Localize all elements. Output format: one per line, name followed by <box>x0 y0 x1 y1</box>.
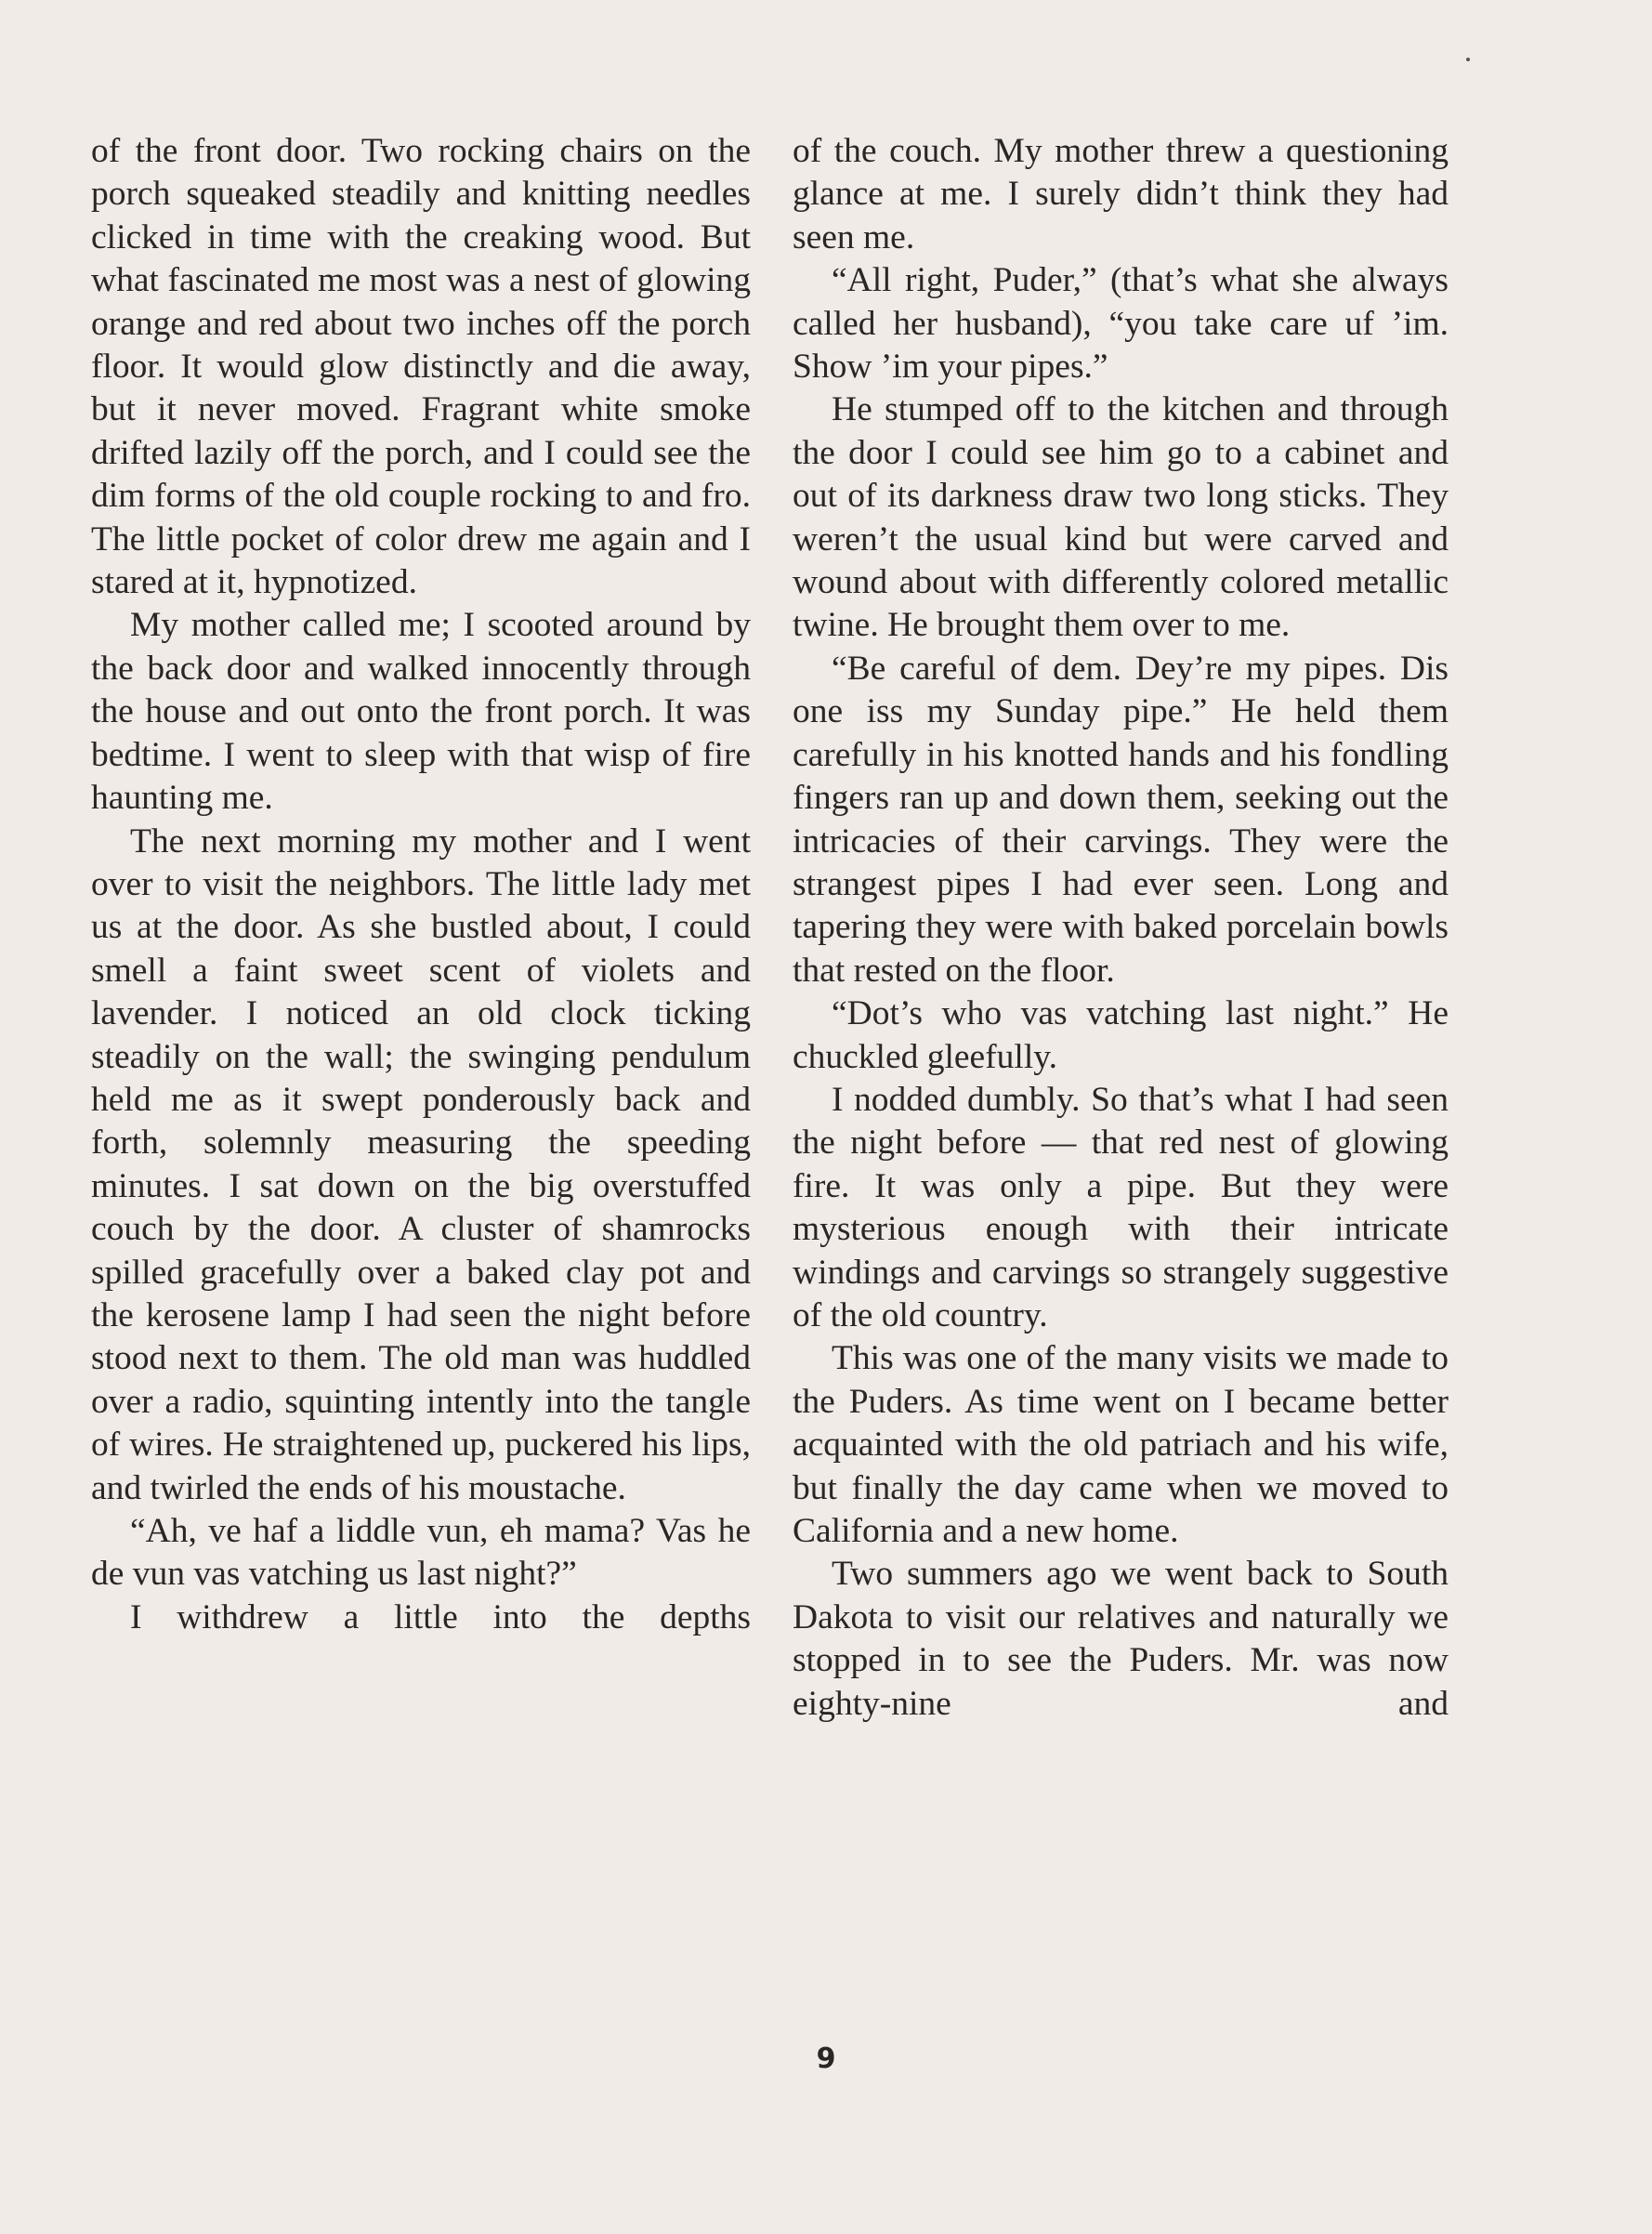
right-column <box>793 130 1449 1726</box>
paragraph: I nodded dumbly. So that’s what I had seen the night before — that red nest of glowing fire. It was only a pipe. But they were mysterious enough with their intricate windings and carvings so strangely suggestive of the old country. <box>793 1080 1449 1334</box>
paragraph: “Ah, ve haf a liddle vun, eh mama? Vas he de vun vas vatching us last night?” <box>91 1512 751 1594</box>
left-column <box>91 130 751 1639</box>
paragraph: The next morning my mother and I went over to visit the neighbors. The little lady met us at the door. As she bustled about, I could smell a faint sweet scent of violets and lavender. I noticed an old clock ticking steadily on the wall; the swinging pendulum held me as it swept ponderously back and forth, solemnly measuring the speeding minutes. I sat down on the big overstuffed couch by the door. A cluster of shamrocks spilled gracefully over a baked clay pot and the kerosene lamp I had seen the night before stood next to them. The old man was huddled over a radio, squinting intently into the tangle of wires. He straightened up, puckered his lips, and twirled the ends of his moustache. <box>91 821 751 1507</box>
paragraph: He stumped off to the kitchen and through the door I could see him go to a cabinet and out of its darkness draw two long sticks. They weren’t the usual kind but were carved and wound about with differently colored metallic twine. He brought them over to me. <box>793 390 1449 645</box>
paragraph: “Be careful of dem. Dey’re my pipes. Dis one iss my Sunday pipe.” He held them carefully in his knotted hands and his fondling fingers ran up and down them, seeking out the intricacies of their carvings. They were the strangest pipes I had ever seen. Long and tapering they were with baked porcelain bowls that rested on the floor. <box>793 649 1449 990</box>
paragraph: of the couch. My mother threw a questioning glance at me. I surely didn’t think they had seen me. <box>793 132 1449 256</box>
paragraph: This was one of the many visits we made to the Puders. As time went on I became better acquainted with the old patriach and his wife, but finally the day came when we moved to California and a new home. <box>793 1339 1449 1550</box>
paragraph: Two summers ago we went back to South Dakota to visit our relatives and naturally we stopped in to see the Puders. Mr. was now eighty-nine and <box>793 1555 1449 1723</box>
paragraph: My mother called me; I scooted around by the back door and walked innocently through the house and out onto the front porch. It was bedtime. I went to sleep with that wisp of fire haunting me. <box>91 606 751 818</box>
paragraph: “Dot’s who vas vatching last night.” He chuckled gleefully. <box>793 994 1449 1076</box>
page-number: 9 <box>816 2043 836 2075</box>
paragraph: “All right, Puder,” (that’s what she always called her husband), “you take care uf ’im. Show ’im your pipes.” <box>793 261 1449 387</box>
paragraph: I withdrew a little into the depths <box>130 1597 751 1636</box>
print-speck <box>1466 58 1470 61</box>
paragraph: of the front door. Two rocking chairs on the porch squeaked steadily and knitting needles clicked in time with the creaking wood. But what fascinated me most was a nest of glowing orange and red about two inches off the porch floor. It would glow distinctly and die away, but it never moved. Fragrant white smoke drifted lazily off the porch, and I could see the dim forms of the old couple rocking to and fro. The little pocket of color drew me again and I stared at it, hypnotized. <box>91 132 751 602</box>
